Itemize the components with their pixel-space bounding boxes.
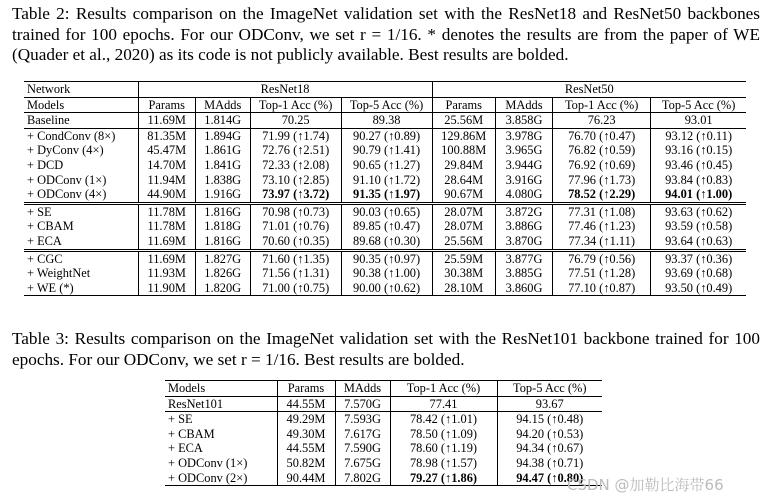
table-cell <box>250 187 341 203</box>
table-cell: 76.23 <box>553 113 651 129</box>
table-cell: 11.69M <box>138 250 195 266</box>
table-cell: 11.69M <box>138 113 195 129</box>
table-cell: 11.93M <box>138 266 195 281</box>
column-header: Top-1 Acc (%) <box>390 381 497 397</box>
table-cell: 11.94M <box>138 173 195 188</box>
table-cell: 11.78M <box>138 203 195 219</box>
model-name-cell: + SE <box>165 412 277 427</box>
table-cell: 3.965G <box>495 143 552 158</box>
table-cell: 1.814G <box>195 113 250 129</box>
table-cell: 71.56 (↑1.31) <box>250 266 341 281</box>
table-cell: 73.10 (↑2.85) <box>250 173 341 188</box>
table-cell: 76.79 (↑0.56) <box>553 250 651 266</box>
table3-column-header-row <box>165 381 602 397</box>
table-cell: 77.96 (↑1.73) <box>553 173 651 188</box>
table-row <box>165 456 602 471</box>
table-cell <box>651 187 746 203</box>
table-cell: 77.41 <box>390 396 497 412</box>
best-result-value: 73.97 (↑3.72) <box>262 187 330 202</box>
table-cell: 90.79 (↑1.41) <box>341 143 432 158</box>
table-cell: 7.802G <box>335 471 390 486</box>
table-cell: 78.98 (↑1.57) <box>390 456 497 471</box>
table-row <box>165 412 602 427</box>
table-cell: 3.860G <box>495 281 552 296</box>
table-cell: 71.99 (↑1.74) <box>250 128 341 143</box>
model-name-cell: + CondConv (8×) <box>24 128 138 143</box>
table-cell: 71.60 (↑1.35) <box>250 250 341 266</box>
table-cell <box>341 187 432 203</box>
table3-baseline-row <box>165 396 602 412</box>
table-cell: 14.70M <box>138 158 195 173</box>
table-cell: 93.84 (↑0.83) <box>651 173 746 188</box>
table-cell: 28.64M <box>432 173 495 188</box>
table-cell: 11.90M <box>138 281 195 296</box>
best-result-value: 78.52 (↑2.29) <box>568 187 636 202</box>
best-result-value: 91.35 (↑1.97) <box>353 187 421 202</box>
table-cell: 1.816G <box>195 234 250 250</box>
table-cell: 91.10 (↑1.72) <box>341 173 432 188</box>
column-header: Top-1 Acc (%) <box>250 97 341 113</box>
models-header: Models <box>24 97 138 113</box>
table-cell: 70.60 (↑0.35) <box>250 234 341 250</box>
model-name-cell: + ECA <box>168 441 203 456</box>
table-cell: 1.816G <box>195 203 250 219</box>
table-cell: 25.56M <box>432 234 495 250</box>
model-name-cell: + DyConv (4×) <box>27 143 104 158</box>
table-cell: 93.12 (↑0.11) <box>651 128 746 143</box>
column-header: MAdds <box>335 381 390 397</box>
table-cell: 3.870G <box>495 234 552 250</box>
table-cell: 3.886G <box>495 219 552 234</box>
table3-results-resnet101 <box>165 380 602 486</box>
column-header: Models <box>165 381 277 397</box>
table-cell: 94.15 (↑0.48) <box>497 412 602 427</box>
table-cell: 11.78M <box>138 219 195 234</box>
csdn-watermark: CSDN @加勒比海带66 <box>567 476 724 494</box>
table-row <box>165 441 602 456</box>
model-name-cell: Baseline <box>24 113 138 129</box>
table-cell: 72.33 (↑2.08) <box>250 158 341 173</box>
table-cell: 89.38 <box>341 113 432 129</box>
table-cell: 70.25 <box>250 113 341 129</box>
column-header: Top-5 Acc (%) <box>341 97 432 113</box>
table-cell: 25.59M <box>432 250 495 266</box>
column-header: Top-5 Acc (%) <box>651 97 746 113</box>
table-cell: 93.50 (↑0.49) <box>651 281 746 296</box>
table-cell: 93.63 (↑0.62) <box>651 203 746 219</box>
network-header: Network <box>24 82 138 98</box>
table-cell: 3.885G <box>495 266 552 281</box>
column-header: Top-1 Acc (%) <box>553 97 651 113</box>
resnet18-group-header: ResNet18 <box>138 82 432 98</box>
table-cell: 90.03 (↑0.65) <box>341 203 432 219</box>
table2-group-header-row <box>24 82 746 98</box>
table-cell: 71.01 (↑0.76) <box>250 219 341 234</box>
resnet50-group-header: ResNet50 <box>432 82 746 98</box>
column-header: Params <box>277 381 335 397</box>
best-result-value: 79.27 (↑1.86) <box>409 470 478 485</box>
table-cell: 44.90M <box>138 187 195 203</box>
table-cell: 71.00 (↑0.75) <box>250 281 341 296</box>
table-cell: 93.64 (↑0.63) <box>651 234 746 250</box>
table-row <box>24 281 746 296</box>
table-cell: 28.07M <box>432 203 495 219</box>
table-cell: 93.37 (↑0.36) <box>651 250 746 266</box>
table-row <box>24 158 746 173</box>
table-cell: 1.841G <box>195 158 250 173</box>
table-cell: 3.872G <box>495 203 552 219</box>
table-cell: 90.38 (↑1.00) <box>341 266 432 281</box>
table-cell: 77.10 (↑0.87) <box>553 281 651 296</box>
table-cell: 7.590G <box>335 441 390 456</box>
table-cell: 1.894G <box>195 128 250 143</box>
table-cell: 77.51 (↑1.28) <box>553 266 651 281</box>
model-name-cell: + CBAM <box>168 426 215 441</box>
column-header: Top-5 Acc (%) <box>497 381 602 397</box>
table-cell: 76.82 (↑0.59) <box>553 143 651 158</box>
table-cell: 90.67M <box>432 187 495 203</box>
table-row <box>165 471 602 486</box>
model-name-cell: + ODConv (1×) <box>168 455 248 470</box>
table-row <box>24 143 746 158</box>
model-name-cell: + WeightNet <box>27 266 91 281</box>
table-cell: 1.916G <box>195 187 250 203</box>
table-row <box>24 219 746 234</box>
table2-body <box>24 128 746 296</box>
table-cell: 81.35M <box>138 128 195 143</box>
table-cell: 72.76 (↑2.51) <box>250 143 341 158</box>
model-name-cell: + SE <box>24 203 138 219</box>
table-cell: 93.69 (↑0.68) <box>651 266 746 281</box>
table2-column-header-row <box>24 97 746 113</box>
table-cell: 77.31 (↑1.08) <box>553 203 651 219</box>
table2-caption: Table 2: Results comparison on the ImageNet validation set with the ResNet18 and ResNet50 backbones trained for 100 epochs. For our ODConv, we set r = 1/16. * denotes the results are from the paper of WE (Quader et al., 2020) as its code is not publicly available. Best results are bolded. <box>12 4 760 64</box>
model-name-cell: + ECA <box>27 233 62 248</box>
best-result-value: 94.01 (↑1.00) <box>665 187 733 202</box>
table-cell: 1.818G <box>195 219 250 234</box>
table2-results-resnet18-resnet50 <box>24 81 746 296</box>
model-name-cell: + CBAM <box>27 219 74 234</box>
table-cell: 44.55M <box>277 441 335 456</box>
table-row <box>24 173 746 188</box>
table-cell: 78.50 (↑1.09) <box>390 427 497 442</box>
table-cell: 93.16 (↑0.15) <box>651 143 746 158</box>
column-header: Params <box>138 97 195 113</box>
table-cell: 1.861G <box>195 143 250 158</box>
table-cell: 45.47M <box>138 143 195 158</box>
table-cell: 93.01 <box>651 113 746 129</box>
table-cell: 94.34 (↑0.67) <box>497 441 602 456</box>
column-header: Params <box>432 97 495 113</box>
table-cell: 28.07M <box>432 219 495 234</box>
table-cell: 7.617G <box>335 427 390 442</box>
table-cell: 7.675G <box>335 456 390 471</box>
table-cell: 49.29M <box>277 412 335 427</box>
model-name-cell: + ODConv (4×) <box>27 187 107 202</box>
table-cell: 25.56M <box>432 113 495 129</box>
table-cell: 90.35 (↑0.97) <box>341 250 432 266</box>
best-result-value: 94.47 (↑0.80) <box>516 470 584 485</box>
table-cell: 77.34 (↑1.11) <box>553 234 651 250</box>
table-cell: 4.080G <box>495 187 552 203</box>
table-cell: 1.820G <box>195 281 250 296</box>
model-name-cell: + CGC <box>24 250 138 266</box>
table-cell: 1.826G <box>195 266 250 281</box>
column-header: MAdds <box>195 97 250 113</box>
table-cell: 3.877G <box>495 250 552 266</box>
table-cell: 89.85 (↑0.47) <box>341 219 432 234</box>
table-row <box>24 250 746 266</box>
table-row <box>24 128 746 143</box>
table-cell: 90.27 (↑0.89) <box>341 128 432 143</box>
table-cell: 3.978G <box>495 128 552 143</box>
table-row <box>24 234 746 250</box>
table-cell: 93.59 (↑0.58) <box>651 219 746 234</box>
table-cell: 49.30M <box>277 427 335 442</box>
table-cell: 93.46 (↑0.45) <box>651 158 746 173</box>
table-cell: 30.38M <box>432 266 495 281</box>
table-cell: 90.44M <box>277 471 335 486</box>
table-cell: 50.82M <box>277 456 335 471</box>
table-cell: 1.838G <box>195 173 250 188</box>
model-name-cell: + WE (*) <box>24 281 138 296</box>
column-header: MAdds <box>495 97 552 113</box>
table-cell: 94.38 (↑0.71) <box>497 456 602 471</box>
table-cell: 76.70 (↑0.47) <box>553 128 651 143</box>
table-cell: 78.42 (↑1.01) <box>390 412 497 427</box>
model-name-cell: + ODConv (1×) <box>27 172 107 187</box>
table-cell: 3.858G <box>495 113 552 129</box>
table-cell: 129.86M <box>432 128 495 143</box>
table-cell <box>390 471 497 486</box>
table-cell: 90.00 (↑0.62) <box>341 281 432 296</box>
table-cell: 90.65 (↑1.27) <box>341 158 432 173</box>
table-cell: 94.20 (↑0.53) <box>497 427 602 442</box>
table-cell: 70.98 (↑0.73) <box>250 203 341 219</box>
table3-body <box>165 412 602 486</box>
table-cell: 77.46 (↑1.23) <box>553 219 651 234</box>
model-name-cell: ResNet101 <box>165 396 277 412</box>
table-cell: 44.55M <box>277 396 335 412</box>
table-cell: 28.10M <box>432 281 495 296</box>
table-cell: 7.570G <box>335 396 390 412</box>
table-cell: 7.593G <box>335 412 390 427</box>
table-cell: 11.69M <box>138 234 195 250</box>
table-row <box>24 266 746 281</box>
table-cell: 93.67 <box>497 396 602 412</box>
table-cell <box>553 187 651 203</box>
table-cell: 76.92 (↑0.69) <box>553 158 651 173</box>
table-cell: 1.827G <box>195 250 250 266</box>
table-cell: 89.68 (↑0.30) <box>341 234 432 250</box>
table-row <box>24 187 746 203</box>
model-name-cell: + ODConv (2×) <box>165 471 277 486</box>
table-row <box>165 427 602 442</box>
table-cell: 3.916G <box>495 173 552 188</box>
table-cell: 3.944G <box>495 158 552 173</box>
table-cell: 78.60 (↑1.19) <box>390 441 497 456</box>
table-cell: 29.84M <box>432 158 495 173</box>
table-row <box>24 203 746 219</box>
model-name-cell: + DCD <box>27 157 64 172</box>
table3-caption: Table 3: Results comparison on the ImageNet validation set with the ResNet101 backbone trained for 100 epochs. For our ODConv, we set r = 1/16. Best results are bolded. <box>12 329 760 369</box>
table-cell: 100.88M <box>432 143 495 158</box>
table2-baseline-row <box>24 113 746 129</box>
